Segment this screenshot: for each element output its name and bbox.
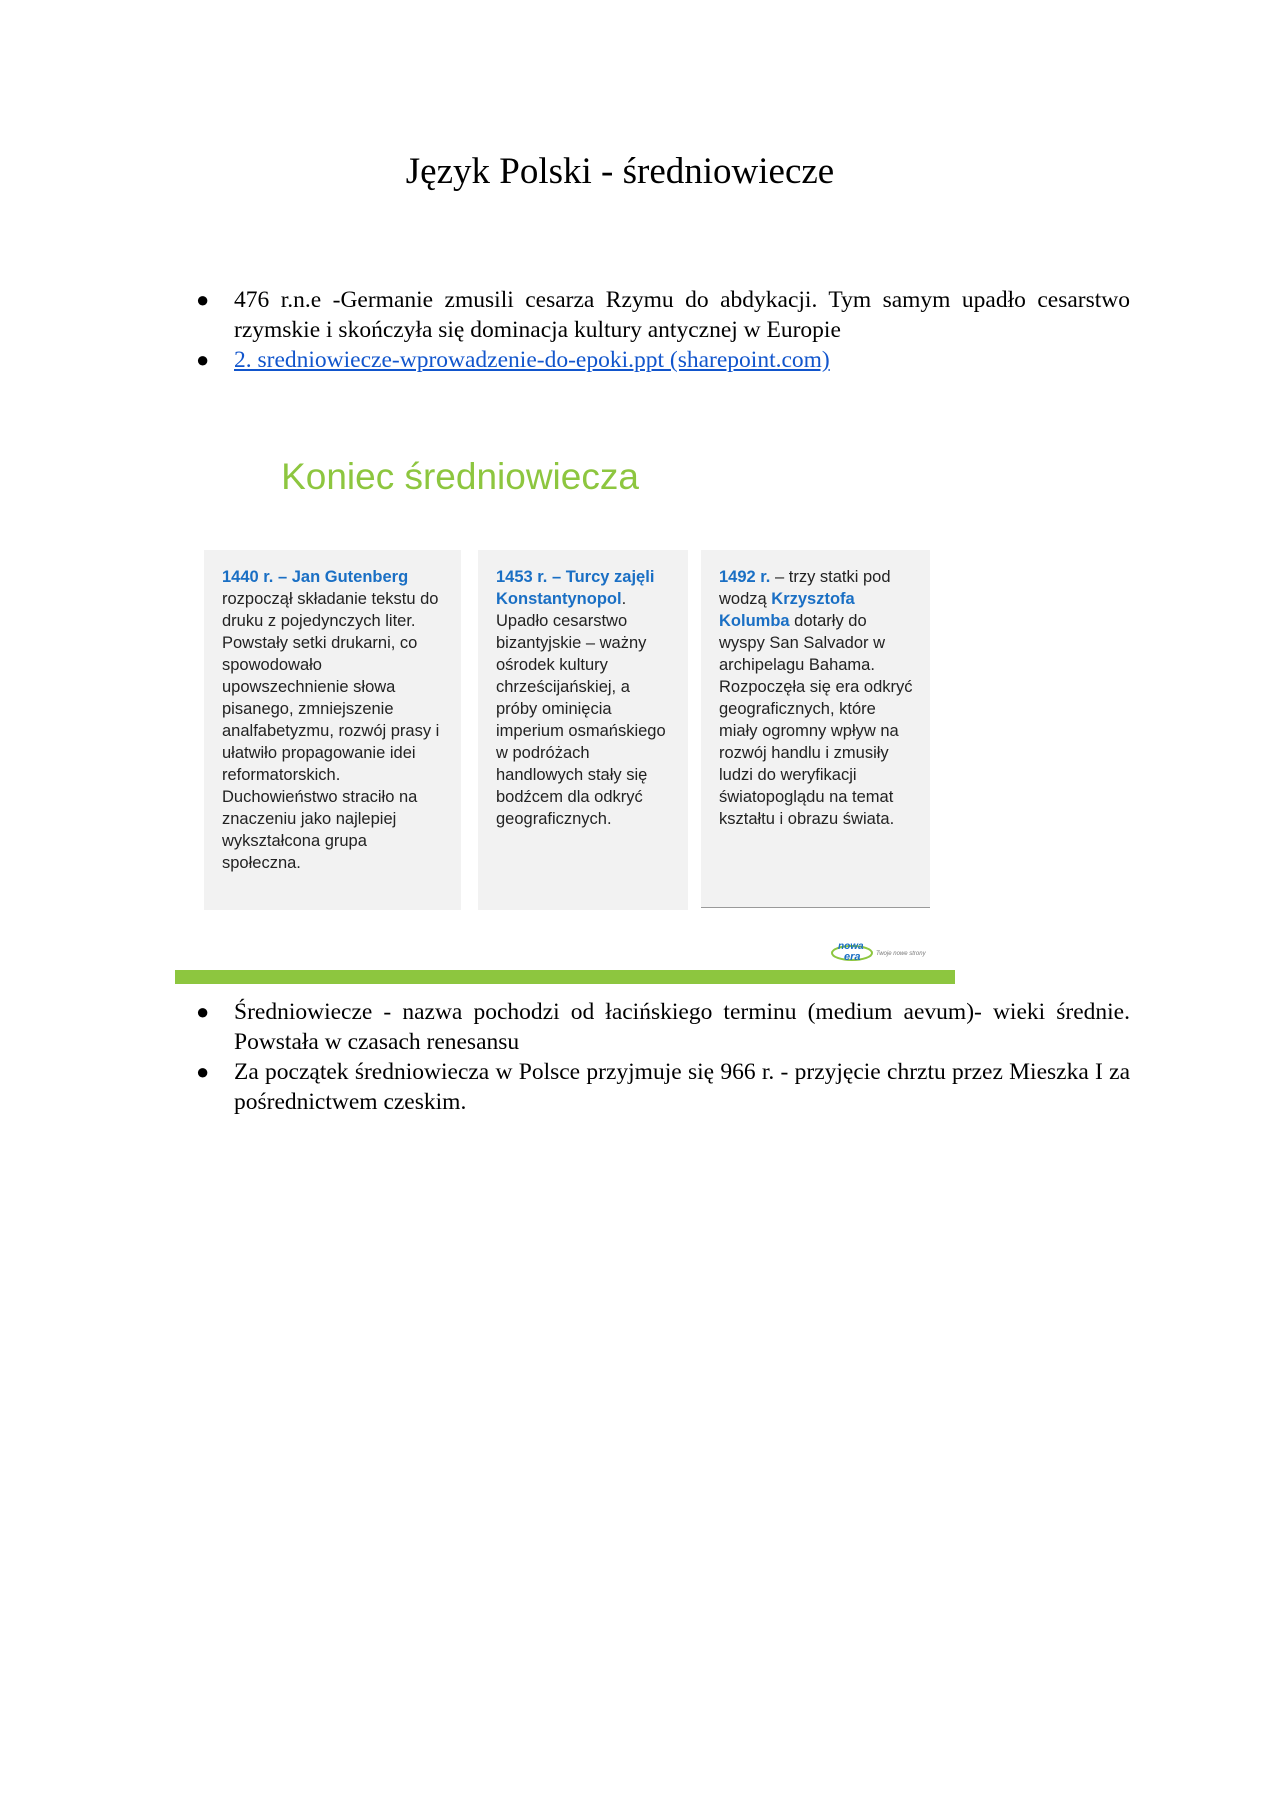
bullet-text: Za początek średniowiecza w Polsce przyjmuje się 966 r. - przyjęcie chrztu przez Mieszka I za pośrednictwem czeskim. (234, 1059, 1130, 1115)
slide-title: Koniec średniowiecza (281, 456, 639, 497)
card-separator: – (547, 568, 566, 586)
slide-accent-bar (175, 970, 955, 984)
card-highlight: Turcy zajęli Konstantynopol (496, 568, 655, 608)
card-text-before: trzy statki pod wodzą (719, 568, 891, 608)
timeline-card-1492 (701, 550, 930, 908)
card-date: 1492 r. (719, 568, 771, 586)
list-item (190, 997, 1130, 1057)
card-highlight: Krzysztofa Kolumba (719, 590, 855, 630)
list-item (190, 345, 1130, 375)
bullet-text: 476 r.n.e -Germanie zmusili cesarza Rzymu do abdykacji. Tym samym upadło cesarstwo rzymskie i skończyła się dominacja kultury antycznej w Europie (234, 287, 1130, 343)
card-text: . Upadło cesarstwo bizantyjskie – ważny ośrodek kultury chrześcijańskiej, a próby ominięcia imperium osmańskiego w podróżach handlowych stały się bodźcem dla odkryć geograficznych. (496, 590, 666, 828)
timeline-card-1440 (204, 550, 461, 910)
card-text: dotarły do wyspy San Salvador w archipelagu Bahama. Rozpoczęła się era odkryć geograficznych, które miały ogromny wpływ na rozwój handlu i zmusiły ludzi do weryfikacji światopoglądu na temat kształtu i obrazu świata. (719, 612, 913, 828)
timeline-card-1453 (478, 550, 688, 910)
presentation-link[interactable]: 2. sredniowiecze-wprowadzenie-do-epoki.ppt (sharepoint.com) (234, 347, 830, 373)
card-separator: – (273, 568, 292, 586)
bullet-text: Średniowiecze - nazwa pochodzi od łacińskiego terminu (medium aevum)- wieki średnie. Powstała w czasach renesansu (234, 999, 1130, 1055)
embedded-slide-image (175, 440, 955, 990)
bullet-icon: ● (196, 347, 210, 372)
card-date: 1440 r. (222, 568, 274, 586)
list-item (190, 285, 1130, 345)
bullet-list-top (190, 285, 1130, 375)
list-item (190, 1057, 1130, 1117)
bullet-icon: ● (196, 999, 210, 1024)
card-date: 1453 r. (496, 568, 548, 586)
nowa-era-logo (830, 935, 950, 965)
logo-brand-bottom: era (844, 951, 861, 963)
card-text: rozpoczął składanie tekstu do druku z pojedynczych liter. Powstały setki drukarni, co spowodowało upowszechnienie słowa pisanego, zmniejszenie analfabetyzmu, rozwój prasy i ułatwiło propagowanie idei reformatorskich. Duchowieństwo straciło na znaczeniu jako najlepiej wykształcona grupa społeczna. (222, 590, 440, 872)
card-separator: – (770, 568, 789, 586)
bullet-icon: ● (196, 287, 210, 312)
bullet-icon: ● (196, 1059, 210, 1084)
page-title: Język Polski - średniowiecze (405, 151, 835, 192)
logo-brand-top: nowa (838, 941, 864, 952)
logo-tagline: Twoje nowe strony (876, 951, 926, 957)
card-highlight: Jan Gutenberg (291, 568, 409, 586)
bullet-list-bottom (190, 997, 1130, 1117)
